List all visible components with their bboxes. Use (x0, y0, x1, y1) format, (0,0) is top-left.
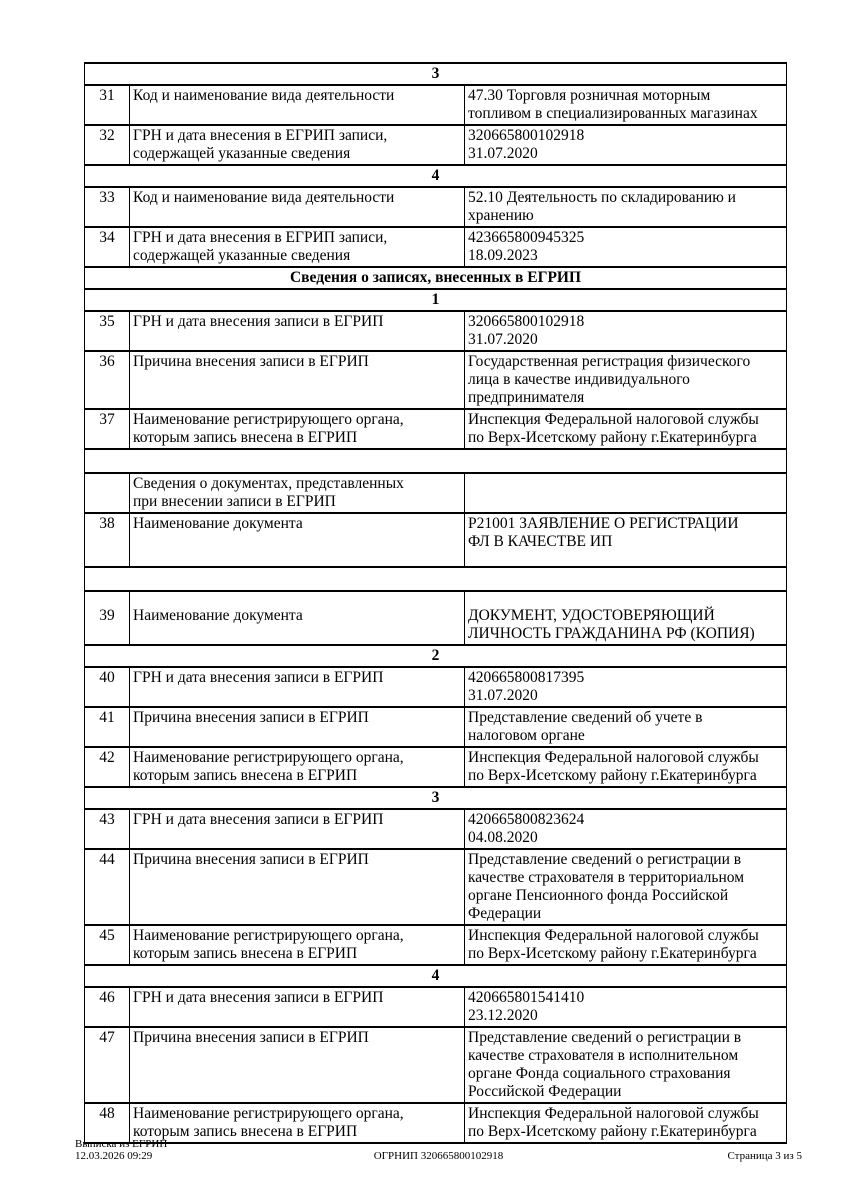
group-number-cell: 2 (85, 645, 787, 667)
row-value-cell: Представление сведений о регистрации в качестве страхователя в территориальном органе Пенсионного фонда Российской Федерации (465, 849, 787, 925)
group-header-row (85, 645, 787, 667)
table-row (85, 351, 787, 409)
row-number-cell: 32 (85, 125, 130, 165)
row-label-cell: ГРН и дата внесения в ЕГРИП записи, содержащей указанные сведения (130, 227, 465, 267)
row-value-cell: 420665800823624 04.08.2020 (465, 809, 787, 849)
footer-doc-title: Выписка из ЕГРИП (75, 1138, 168, 1150)
spacer-row (85, 449, 787, 473)
table-row (85, 809, 787, 849)
row-value-cell: 47.30 Торговля розничная моторным топливом в специализированных магазинах (465, 85, 787, 125)
row-value-cell: Представление сведений об учете в налоговом органе (465, 707, 787, 747)
table-row (85, 125, 787, 165)
table-row (85, 311, 787, 351)
row-value-cell: Представление сведений о регистрации в качестве страхователя в исполнительном органе Фонда социального страхования Российской Федерации (465, 1027, 787, 1103)
group-number-cell: 1 (85, 289, 787, 311)
group-number-cell: 4 (85, 965, 787, 987)
page-footer (75, 1138, 802, 1166)
row-number-cell: 45 (85, 925, 130, 965)
table-row (85, 513, 787, 567)
table-row (85, 987, 787, 1027)
row-value-cell: 420665801541410 23.12.2020 (465, 987, 787, 1027)
row-label-cell: Наименование документа (130, 591, 465, 645)
group-header-row (85, 965, 787, 987)
footer-ogrnip: ОГРНИП 320665800102918 (373, 1150, 504, 1162)
row-number-cell: 41 (85, 707, 130, 747)
row-label-cell: Код и наименование вида деятельности (130, 85, 465, 125)
table-row (85, 849, 787, 925)
group-number-cell: 3 (85, 63, 787, 85)
row-number-cell: 40 (85, 667, 130, 707)
table-row (85, 667, 787, 707)
table-row (85, 925, 787, 965)
row-number-cell: 43 (85, 809, 130, 849)
row-value-cell: Инспекция Федеральной налоговой службы по Верх-Исетскому району г.Екатеринбурга (465, 1103, 787, 1143)
group-header-row (85, 289, 787, 311)
row-number-cell (85, 473, 130, 513)
row-number-cell: 34 (85, 227, 130, 267)
row-number-cell: 48 (85, 1103, 130, 1143)
table-row (85, 227, 787, 267)
row-label-cell: Наименование регистрирующего органа, которым запись внесена в ЕГРИП (130, 925, 465, 965)
row-value-cell: Р21001 ЗАЯВЛЕНИЕ О РЕГИСТРАЦИИ ФЛ В КАЧЕСТВЕ ИП (465, 513, 787, 567)
row-number-cell: 47 (85, 1027, 130, 1103)
row-value-cell: Инспекция Федеральной налоговой службы по Верх-Исетскому району г.Екатеринбурга (465, 747, 787, 787)
row-value-cell (465, 473, 787, 513)
row-label-cell: Наименование документа (130, 513, 465, 567)
group-header-row (85, 63, 787, 85)
row-number-cell: 31 (85, 85, 130, 125)
row-number-cell: 36 (85, 351, 130, 409)
row-label-cell: Причина внесения записи в ЕГРИП (130, 351, 465, 409)
row-value-cell: 423665800945325 18.09.2023 (465, 227, 787, 267)
row-label-cell: ГРН и дата внесения записи в ЕГРИП (130, 311, 465, 351)
spacer-cell (85, 449, 787, 473)
row-value-cell: 320665800102918 31.07.2020 (465, 311, 787, 351)
row-value-cell: Инспекция Федеральной налоговой службы по Верх-Исетскому району г.Екатеринбурга (465, 409, 787, 449)
table-row (85, 707, 787, 747)
table-row (85, 85, 787, 125)
row-number-cell: 33 (85, 187, 130, 227)
row-label-cell: Причина внесения записи в ЕГРИП (130, 1027, 465, 1103)
row-value-cell: 420665800817395 31.07.2020 (465, 667, 787, 707)
section-header-row (85, 267, 787, 289)
table-row (85, 591, 787, 645)
group-number-cell: 4 (85, 165, 787, 187)
row-value-cell: 320665800102918 31.07.2020 (465, 125, 787, 165)
group-header-row (85, 165, 787, 187)
row-number-cell: 37 (85, 409, 130, 449)
row-label-cell: Наименование регистрирующего органа, которым запись внесена в ЕГРИП (130, 409, 465, 449)
row-label-cell: ГРН и дата внесения записи в ЕГРИП (130, 809, 465, 849)
row-label-cell: Наименование регистрирующего органа, которым запись внесена в ЕГРИП (130, 747, 465, 787)
row-value-cell: 52.10 Деятельность по складированию и хранению (465, 187, 787, 227)
spacer-row (85, 567, 787, 591)
row-label-cell: Сведения о документах, представленных при внесении записи в ЕГРИП (130, 473, 465, 513)
row-number-cell: 38 (85, 513, 130, 567)
group-header-row (85, 787, 787, 809)
table-row (85, 409, 787, 449)
row-label-cell: ГРН и дата внесения в ЕГРИП записи, содержащей указанные сведения (130, 125, 465, 165)
footer-page-number: Страница 3 из 5 (727, 1150, 802, 1162)
egrip-table (84, 62, 787, 1144)
row-value-cell: ДОКУМЕНТ, УДОСТОВЕРЯЮЩИЙ ЛИЧНОСТЬ ГРАЖДАНИНА РФ (КОПИЯ) (465, 591, 787, 645)
row-label-cell: Причина внесения записи в ЕГРИП (130, 849, 465, 925)
section-title-cell: Сведения о записях, внесенных в ЕГРИП (85, 267, 787, 289)
table-row (85, 187, 787, 227)
row-number-cell: 44 (85, 849, 130, 925)
row-label-cell: Причина внесения записи в ЕГРИП (130, 707, 465, 747)
group-number-cell: 3 (85, 787, 787, 809)
row-number-cell: 39 (85, 591, 130, 645)
row-label-cell: Наименование регистрирующего органа, которым запись внесена в ЕГРИП (130, 1103, 465, 1143)
spacer-cell (85, 567, 787, 591)
row-label-cell: Код и наименование вида деятельности (130, 187, 465, 227)
row-label-cell: ГРН и дата внесения записи в ЕГРИП (130, 987, 465, 1027)
row-value-cell: Инспекция Федеральной налоговой службы по Верх-Исетскому району г.Екатеринбурга (465, 925, 787, 965)
row-label-cell: ГРН и дата внесения записи в ЕГРИП (130, 667, 465, 707)
row-number-cell: 35 (85, 311, 130, 351)
table-row (85, 1103, 787, 1143)
row-number-cell: 46 (85, 987, 130, 1027)
row-number-cell: 42 (85, 747, 130, 787)
footer-datetime: 12.03.2026 09:29 (75, 1150, 153, 1162)
row-value-cell: Государственная регистрация физического лица в качестве индивидуального предпринимателя (465, 351, 787, 409)
table-row (85, 747, 787, 787)
table-row (85, 473, 787, 513)
table-row (85, 1027, 787, 1103)
